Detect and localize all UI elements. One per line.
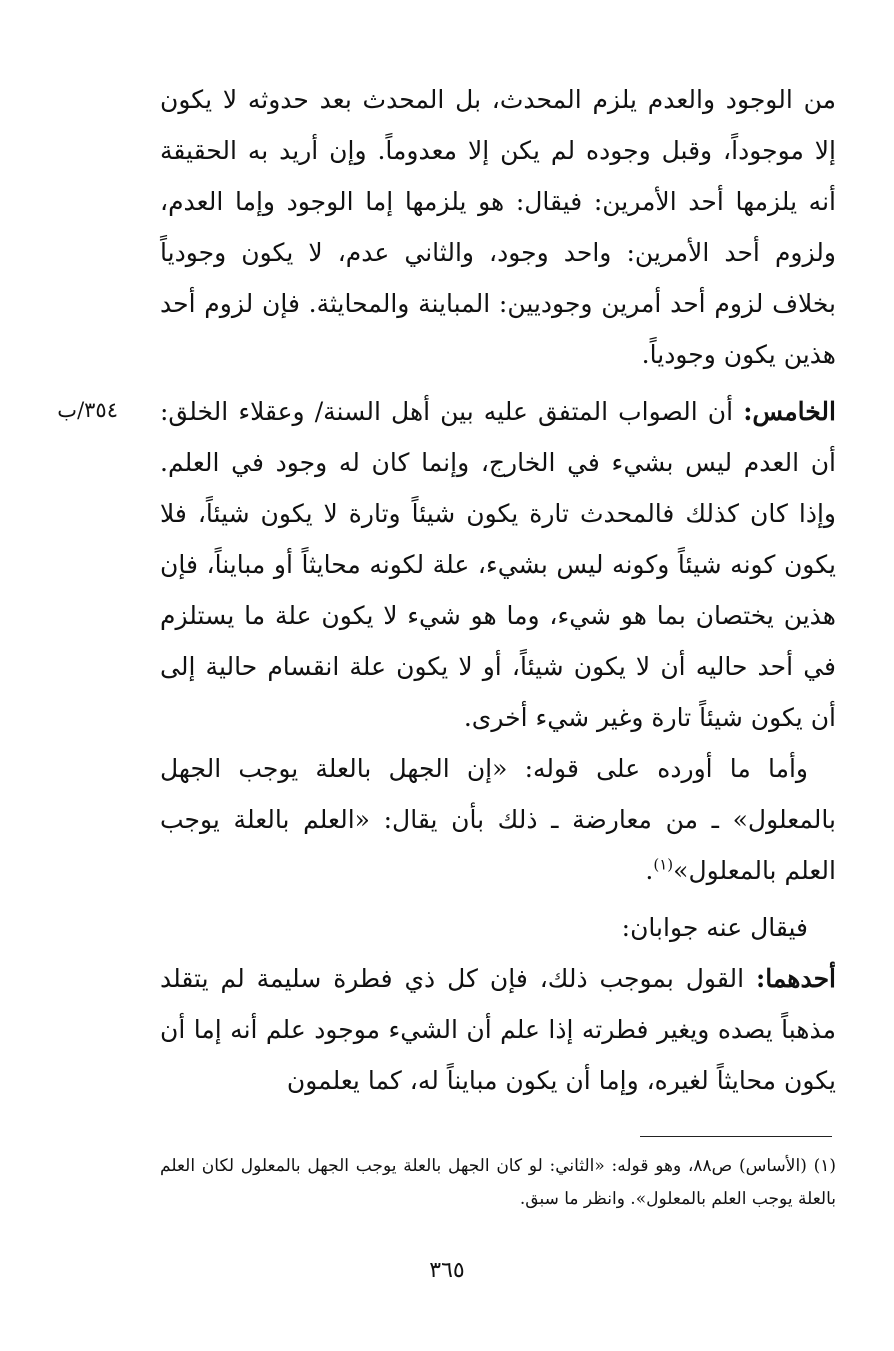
paragraph-1: من الوجود والعدم يلزم المحدث، بل المحدث بعد حدوثه لا يكون إلا موجوداً، وقبل وجوده لم يكن إلا معدوماً. وإن أريد به الحقيقة أنه يلزمها أحد الأمرين: فيقال: هو يلزمها إما الوجود وإما العدم، ولزوم أحد الأمرين: واحد وجود، والثاني عدم، لا يكون وجودياً بخلاف لزوم أحد أمرين وجوديين: المباينة والمحايثة. فإن لزوم أحد هذين يكون وجودياً.	[160, 85, 836, 369]
margin-manuscript-folio: ٣٥٤/ب	[57, 398, 118, 422]
paragraph-5	[160, 953, 836, 1106]
paragraph-2	[160, 386, 836, 743]
footnote-divider	[640, 1136, 832, 1137]
paragraph-3	[160, 743, 836, 896]
paragraph-2-text: أن الصواب المتفق عليه بين أهل السنة/ وعقلاء الخلق: أن العدم ليس بشيء في الخارج، وإنما كان له وجود في العلم. وإذا كان كذلك فالمحدث تارة يكون شيئاً وتارة لا يكون شيئاً، فلا يكون كونه شيئاً وكونه ليس بشيء، علة لكونه محايثاً أو مبايناً، فإن هذين يختصان بما هو شيء، وما هو شيء لا يكون علة ما يستلزم في أحد حاليه أن لا يكون شيئاً، أو لا يكون علة انقسام حالية إلى أن يكون شيئاً تارة وغير شيء أخرى.	[160, 397, 836, 732]
paragraph-5-text: القول بموجب ذلك، فإن كل ذي فطرة سليمة لم يتقلد مذهباً يصده ويغير فطرته إذا علم أن الشيء موجود علم أنه إما أن يكون محايثاً لغيره، وإما أن يكون مبايناً له، كما يعلمون	[160, 964, 836, 1095]
main-text	[160, 74, 836, 1106]
paragraph-3-end: .	[645, 856, 654, 885]
footnote-1: (١) (الأساس) ص٨٨، وهو قوله: «الثاني: لو كان الجهل بالعلة يوجب الجهل بالمعلول لكان العلم بالعلة يوجب العلم بالمعلول». وانظر ما سبق.	[160, 1156, 836, 1209]
paragraph-3-text: وأما ما أورده على قوله: «إن الجهل بالعلة يوجب الجهل بالمعلول» ـ من معارضة ـ ذلك بأن يقال: «العلم بالعلة يوجب العلم بالمعلول»	[160, 754, 836, 885]
paragraph-5-heading: أحدهما:	[755, 964, 836, 993]
footnotes	[160, 1150, 836, 1216]
footnote-reference: (١)	[653, 855, 674, 874]
paragraph-4: فيقال عنه جوابان:	[621, 913, 808, 942]
page-number: ٣٦٥	[429, 1258, 465, 1283]
paragraph-2-heading: الخامس:	[743, 397, 836, 426]
